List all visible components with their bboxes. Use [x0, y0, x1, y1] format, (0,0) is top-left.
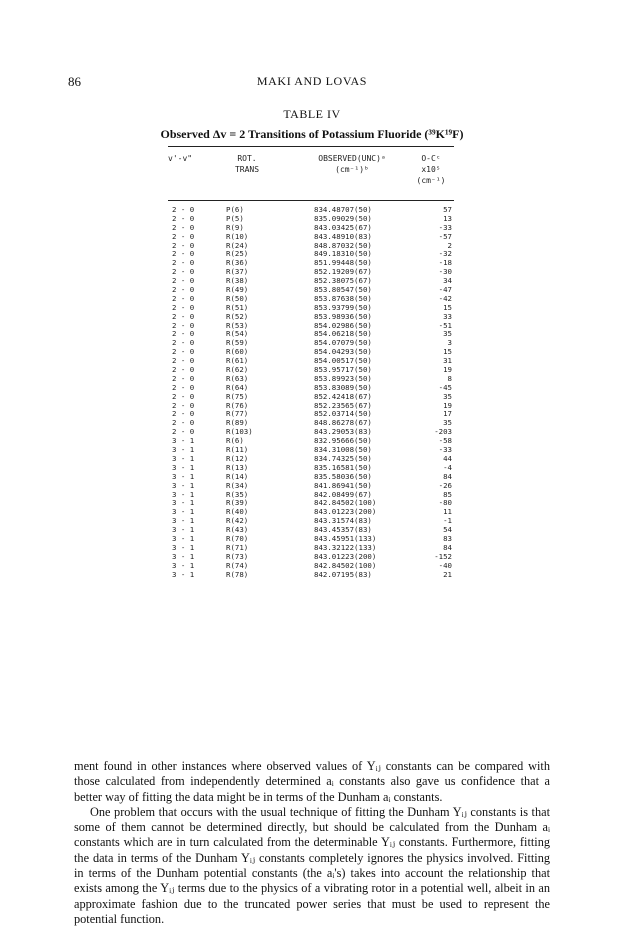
observed-frequency-cell: 852.03714(50) [314, 409, 372, 419]
observed-frequency-cell: 853.98936(50) [314, 311, 372, 321]
vibrational-transition-cell: 3 - 1 [172, 542, 195, 552]
obs-minus-calc-cell: -1 [443, 516, 452, 526]
table-row [168, 259, 454, 268]
observed-frequency-cell: 854.07079(50) [314, 338, 372, 348]
observed-frequency-cell: 854.00517(50) [314, 356, 372, 366]
observed-frequency-cell: 834.74325(50) [314, 453, 372, 463]
observed-frequency-cell: 842.84502(100) [314, 560, 377, 570]
table-row [168, 330, 454, 339]
rotational-transition-cell: R(50) [226, 293, 249, 303]
table-row [168, 250, 454, 259]
header-vibrational-transition [168, 153, 208, 164]
rotational-transition-cell: R(34) [226, 480, 249, 490]
obs-minus-calc-cell: -33 [438, 222, 452, 232]
observed-frequency-cell: 848.86278(67) [314, 418, 372, 428]
vibrational-transition-cell: 3 - 1 [172, 445, 195, 455]
rotational-transition-cell: R(40) [226, 507, 249, 517]
table-row [168, 277, 454, 286]
observed-frequency-cell: 852.42418(67) [314, 391, 372, 401]
rotational-transition-cell: R(35) [226, 489, 249, 499]
observed-frequency-cell: 835.58036(50) [314, 471, 372, 481]
rotational-transition-cell: P(6) [226, 205, 244, 214]
table-body [168, 206, 454, 579]
vibrational-transition-cell: 3 - 1 [172, 551, 195, 561]
rotational-transition-cell: R(59) [226, 338, 249, 348]
observed-frequency-cell: 842.07195(83) [314, 569, 372, 579]
obs-minus-calc-cell: -45 [438, 382, 452, 392]
vibrational-transition-cell: 3 - 1 [172, 569, 195, 579]
table-row [168, 366, 454, 375]
rotational-transition-cell: R(61) [226, 356, 249, 366]
obs-minus-calc-cell: 84 [443, 471, 452, 481]
rotational-transition-cell: R(71) [226, 542, 249, 552]
vibrational-transition-cell: 3 - 1 [172, 480, 195, 490]
vibrational-transition-cell: 2 - 0 [172, 329, 195, 339]
table-row [168, 544, 454, 553]
observed-frequency-cell: 834.48707(50) [314, 205, 372, 214]
observed-frequency-cell: 842.84502(100) [314, 498, 377, 508]
observed-frequency-cell: 853.87638(50) [314, 293, 372, 303]
rotational-transition-cell: R(63) [226, 373, 249, 383]
obs-minus-calc-cell: 21 [443, 569, 452, 579]
table-row [168, 339, 454, 348]
rotational-transition-cell: R(103) [226, 427, 253, 437]
observed-frequency-cell: 843.48910(83) [314, 231, 372, 241]
header-oc-line3: (cm⁻¹) [416, 176, 446, 185]
observed-frequency-cell: 854.06218(50) [314, 329, 372, 339]
obs-minus-calc-cell: -51 [438, 320, 452, 330]
obs-minus-calc-cell: 35 [443, 329, 452, 339]
observed-frequency-cell: 842.08499(67) [314, 489, 372, 499]
obs-minus-calc-cell: -42 [438, 293, 452, 303]
observed-frequency-cell: 843.31574(83) [314, 516, 372, 526]
obs-minus-calc-cell: 34 [443, 276, 452, 286]
rotational-transition-cell: R(60) [226, 347, 249, 357]
table-row [168, 473, 454, 482]
observed-frequency-cell: 848.87032(50) [314, 240, 372, 250]
vibrational-transition-cell: 2 - 0 [172, 311, 195, 321]
table-row [168, 224, 454, 233]
header-observed [300, 153, 404, 175]
paragraph: ment found in other instances where observed values of Yᵢⱼ constants can be compared with those calculated from independently determined aᵢ constants also gave us confidence that a better way of fitting the data might be in terms of the Dunham aᵢ constants. [74, 759, 550, 804]
table-row [168, 384, 454, 393]
vibrational-transition-cell: 2 - 0 [172, 347, 195, 357]
table-row [168, 375, 454, 384]
vibrational-transition-cell: 2 - 0 [172, 356, 195, 366]
vibrational-transition-cell: 3 - 1 [172, 471, 195, 481]
observed-frequency-cell: 835.16581(50) [314, 462, 372, 472]
table-row [168, 233, 454, 242]
obs-minus-calc-cell: -26 [438, 480, 452, 490]
rotational-transition-cell: R(9) [226, 222, 244, 232]
observed-frequency-cell: 849.18310(50) [314, 249, 372, 259]
rotational-transition-cell: R(73) [226, 551, 249, 561]
obs-minus-calc-cell: -57 [438, 231, 452, 241]
header-rot-line1: ROT. [237, 154, 257, 163]
obs-minus-calc-cell: -30 [438, 267, 452, 277]
observed-frequency-cell: 852.19209(67) [314, 267, 372, 277]
obs-minus-calc-cell: 83 [443, 533, 452, 543]
rotational-transition-cell: R(53) [226, 320, 249, 330]
table-row [168, 517, 454, 526]
vibrational-transition-cell: 2 - 0 [172, 213, 195, 223]
vibrational-transition-cell: 2 - 0 [172, 320, 195, 330]
rotational-transition-cell: R(10) [226, 231, 249, 241]
obs-minus-calc-cell: 19 [443, 400, 452, 410]
table-row [168, 535, 454, 544]
observed-frequency-cell: 854.02986(50) [314, 320, 372, 330]
vibrational-transition-cell: 2 - 0 [172, 285, 195, 295]
obs-minus-calc-cell: 19 [443, 365, 452, 375]
obs-minus-calc-cell: 33 [443, 311, 452, 321]
rotational-transition-cell: P(5) [226, 213, 244, 223]
rotational-transition-cell: R(43) [226, 525, 249, 535]
obs-minus-calc-cell: 3 [447, 338, 452, 348]
vibrational-transition-cell: 2 - 0 [172, 365, 195, 375]
rotational-transition-cell: R(74) [226, 560, 249, 570]
table-row [168, 508, 454, 517]
vibrational-transition-cell: 3 - 1 [172, 525, 195, 535]
vibrational-transition-cell: 3 - 1 [172, 436, 195, 446]
header-oc-line1: O-Cᶜ [421, 154, 441, 163]
table-row [168, 446, 454, 455]
obs-minus-calc-cell: 15 [443, 302, 452, 312]
table-row [168, 304, 454, 313]
vibrational-transition-cell: 2 - 0 [172, 382, 195, 392]
rotational-transition-cell: R(13) [226, 462, 249, 472]
rotational-transition-cell: R(54) [226, 329, 249, 339]
table-row [168, 215, 454, 224]
table-top-rule [168, 146, 454, 147]
vibrational-transition-cell: 2 - 0 [172, 293, 195, 303]
table-row [168, 295, 454, 304]
table-row [168, 348, 454, 357]
vibrational-transition-cell: 2 - 0 [172, 231, 195, 241]
obs-minus-calc-cell: -40 [438, 560, 452, 570]
table-row [168, 322, 454, 331]
rotational-transition-cell: R(70) [226, 533, 249, 543]
header-obs-minus-calc [410, 153, 452, 186]
observed-frequency-cell: 843.32122(133) [314, 542, 377, 552]
vibrational-transition-cell: 2 - 0 [172, 427, 195, 437]
vibrational-transition-cell: 2 - 0 [172, 391, 195, 401]
table-row [168, 491, 454, 500]
table-row [168, 571, 454, 580]
table-row [168, 286, 454, 295]
table-row [168, 428, 454, 437]
observed-frequency-cell: 853.83089(50) [314, 382, 372, 392]
obs-minus-calc-cell: -80 [438, 498, 452, 508]
table-label: TABLE IV [283, 107, 341, 121]
observed-frequency-cell: 853.93799(50) [314, 302, 372, 312]
rotational-transition-cell: R(12) [226, 453, 249, 463]
observed-frequency-cell: 835.09029(50) [314, 213, 372, 223]
obs-minus-calc-cell: 15 [443, 347, 452, 357]
obs-minus-calc-cell: 17 [443, 409, 452, 419]
vibrational-transition-cell: 2 - 0 [172, 258, 195, 268]
rotational-transition-cell: R(6) [226, 436, 244, 446]
table-row [168, 402, 454, 411]
rotational-transition-cell: R(38) [226, 276, 249, 286]
vibrational-transition-cell: 3 - 1 [172, 489, 195, 499]
vibrational-transition-cell: 2 - 0 [172, 267, 195, 277]
obs-minus-calc-cell: -33 [438, 445, 452, 455]
body-text [74, 759, 550, 927]
header-obs-line2: (cm⁻¹)ᵇ [335, 165, 369, 174]
observed-frequency-cell: 851.99448(50) [314, 258, 372, 268]
observed-frequency-cell: 853.95717(50) [314, 365, 372, 375]
obs-minus-calc-cell: 11 [443, 507, 452, 517]
table-row [168, 464, 454, 473]
vibrational-transition-cell: 3 - 1 [172, 516, 195, 526]
table-row [168, 419, 454, 428]
table-row [168, 206, 454, 215]
observed-frequency-cell: 853.80547(50) [314, 285, 372, 295]
page-number: 86 [68, 74, 81, 89]
obs-minus-calc-cell: 31 [443, 356, 452, 366]
obs-minus-calc-cell: -47 [438, 285, 452, 295]
table-row [168, 242, 454, 251]
paragraph: One problem that occurs with the usual technique of fitting the Dunham Yᵢⱼ constants is that some of them cannot be determined directly, but should be calculated from the Dunham aᵢ constants which are in turn calculated from the determinable Yᵢⱼ constants. Furthermore, fitting the data in terms of the Dunham Yᵢⱼ constants completely ignores the physics involved. Fitting in terms of the Dunham potential constants (the aᵢ's) takes into account the relationship that exists among the Yᵢⱼ terms due to the physics of a vibrating rotor in a potential well, albeit in an approximate fashion due to the truncated power series that must be used to represent the potential function. [74, 804, 550, 926]
table-row [168, 437, 454, 446]
header-vib-label: v'-v" [168, 154, 193, 163]
rotational-transition-cell: R(52) [226, 311, 249, 321]
vibrational-transition-cell: 2 - 0 [172, 373, 195, 383]
observed-frequency-cell: 841.86941(50) [314, 480, 372, 490]
rotational-transition-cell: R(64) [226, 382, 249, 392]
table-row [168, 268, 454, 277]
obs-minus-calc-cell: 54 [443, 525, 452, 535]
vibrational-transition-cell: 2 - 0 [172, 205, 195, 214]
obs-minus-calc-cell: -18 [438, 258, 452, 268]
table-row [168, 313, 454, 322]
rotational-transition-cell: R(62) [226, 365, 249, 375]
rotational-transition-cell: R(24) [226, 240, 249, 250]
table-row [168, 562, 454, 571]
rotational-transition-cell: R(51) [226, 302, 249, 312]
vibrational-transition-cell: 3 - 1 [172, 533, 195, 543]
rotational-transition-cell: R(39) [226, 498, 249, 508]
observed-frequency-cell: 854.04293(50) [314, 347, 372, 357]
running-head: MAKI AND LOVAS [256, 74, 368, 88]
rotational-transition-cell: R(75) [226, 391, 249, 401]
vibrational-transition-cell: 2 - 0 [172, 400, 195, 410]
table-caption: Observed Δv = 2 Transitions of Potassium Fluoride (³⁹K¹⁹F) [160, 127, 464, 141]
obs-minus-calc-cell: 35 [443, 418, 452, 428]
vibrational-transition-cell: 3 - 1 [172, 560, 195, 570]
vibrational-transition-cell: 3 - 1 [172, 462, 195, 472]
vibrational-transition-cell: 3 - 1 [172, 453, 195, 463]
observed-frequency-cell: 843.01223(200) [314, 551, 377, 561]
rotational-transition-cell: R(42) [226, 516, 249, 526]
vibrational-transition-cell: 2 - 0 [172, 222, 195, 232]
obs-minus-calc-cell: -152 [434, 551, 452, 561]
rotational-transition-cell: R(11) [226, 445, 249, 455]
obs-minus-calc-cell: -32 [438, 249, 452, 259]
obs-minus-calc-cell: -4 [443, 462, 452, 472]
observed-frequency-cell: 843.45951(133) [314, 533, 377, 543]
table-row [168, 553, 454, 562]
table-row [168, 499, 454, 508]
obs-minus-calc-cell: 2 [447, 240, 452, 250]
rotational-transition-cell: R(14) [226, 471, 249, 481]
table-row [168, 482, 454, 491]
obs-minus-calc-cell: 8 [447, 373, 452, 383]
observed-frequency-cell: 843.45357(83) [314, 525, 372, 535]
obs-minus-calc-cell: -203 [434, 427, 452, 437]
header-obs-line1: OBSERVED(UNC)ᵃ [318, 154, 386, 163]
rotational-transition-cell: R(37) [226, 267, 249, 277]
obs-minus-calc-cell: 84 [443, 542, 452, 552]
observed-frequency-cell: 834.31008(50) [314, 445, 372, 455]
rotational-transition-cell: R(77) [226, 409, 249, 419]
observed-frequency-cell: 832.95666(50) [314, 436, 372, 446]
table-row [168, 455, 454, 464]
rotational-transition-cell: R(78) [226, 569, 249, 579]
vibrational-transition-cell: 2 - 0 [172, 240, 195, 250]
vibrational-transition-cell: 2 - 0 [172, 418, 195, 428]
vibrational-transition-cell: 2 - 0 [172, 409, 195, 419]
table-row [168, 393, 454, 402]
header-rot-line2: TRANS [234, 165, 260, 174]
table-row [168, 357, 454, 366]
header-rotational-transition [222, 153, 272, 175]
rotational-transition-cell: R(36) [226, 258, 249, 268]
rotational-transition-cell: R(25) [226, 249, 249, 259]
observed-frequency-cell: 852.23565(67) [314, 400, 372, 410]
header-oc-line2: x10⁵ [421, 165, 441, 174]
observed-frequency-cell: 853.89923(50) [314, 373, 372, 383]
table-header-rule [168, 200, 454, 201]
obs-minus-calc-cell: 57 [443, 205, 452, 214]
observed-frequency-cell: 843.29053(83) [314, 427, 372, 437]
vibrational-transition-cell: 2 - 0 [172, 302, 195, 312]
vibrational-transition-cell: 2 - 0 [172, 338, 195, 348]
rotational-transition-cell: R(76) [226, 400, 249, 410]
obs-minus-calc-cell: -58 [438, 436, 452, 446]
obs-minus-calc-cell: 35 [443, 391, 452, 401]
obs-minus-calc-cell: 85 [443, 489, 452, 499]
observed-frequency-cell: 843.03425(67) [314, 222, 372, 232]
table-row [168, 410, 454, 419]
obs-minus-calc-cell: 13 [443, 213, 452, 223]
table-row [168, 526, 454, 535]
rotational-transition-cell: R(49) [226, 285, 249, 295]
vibrational-transition-cell: 2 - 0 [172, 249, 195, 259]
observed-frequency-cell: 852.38075(67) [314, 276, 372, 286]
vibrational-transition-cell: 3 - 1 [172, 498, 195, 508]
observed-frequency-cell: 843.01223(200) [314, 507, 377, 517]
vibrational-transition-cell: 2 - 0 [172, 276, 195, 286]
rotational-transition-cell: R(89) [226, 418, 249, 428]
vibrational-transition-cell: 3 - 1 [172, 507, 195, 517]
obs-minus-calc-cell: 44 [443, 453, 452, 463]
